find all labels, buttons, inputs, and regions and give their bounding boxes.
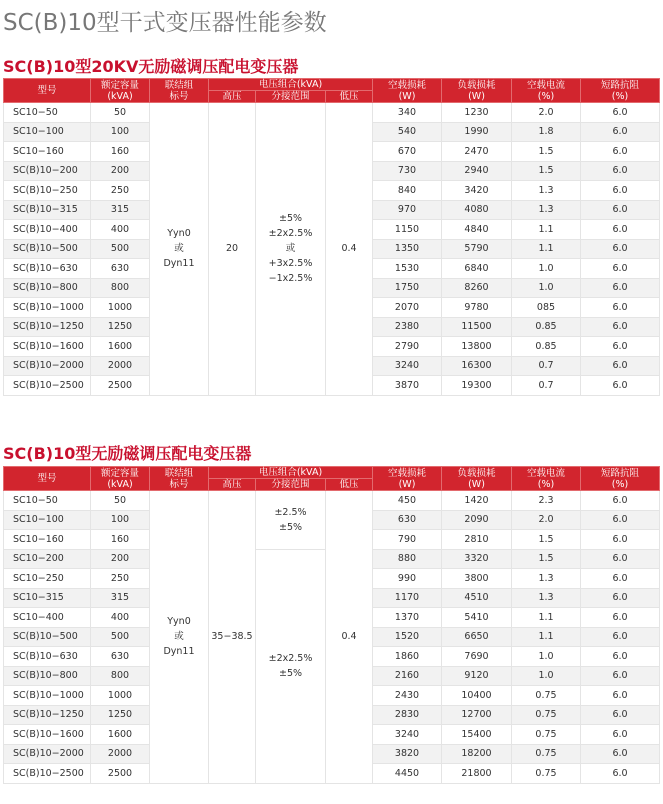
cell-capacity: 100 (91, 510, 150, 530)
header-noload-current (512, 79, 581, 103)
cell-connection-line: Yyn0 (167, 228, 191, 240)
cell-model: SC(B)10−1000 (4, 298, 91, 318)
header-lv: 低压 (326, 479, 373, 491)
cell-capacity: 250 (91, 181, 150, 201)
cell-capacity: 250 (91, 569, 150, 589)
cell-capacity: 500 (91, 239, 150, 259)
header-impedance-line1: 短路抗阻 (600, 79, 639, 91)
header-voltage: 电压组合(kVA) (209, 467, 373, 479)
cell-model: SC(B)10−1250 (4, 317, 91, 337)
header-noload-current-line2: (%) (537, 90, 555, 102)
cell-load-loss: 4840 (442, 220, 512, 240)
header-connection (150, 79, 209, 103)
cell-noload-current: 0.7 (512, 356, 581, 376)
cell-noload-current: 0.75 (512, 705, 581, 725)
header-impedance-line2: (%) (611, 478, 629, 490)
cell-load-loss: 6650 (442, 627, 512, 647)
cell-model: SC(B)10−1600 (4, 337, 91, 357)
cell-model: SC10−100 (4, 122, 91, 142)
cell-noload-loss: 1750 (373, 278, 442, 298)
cell-tap-b-line: ±2x2.5% (268, 653, 313, 664)
cell-noload-current: 0.75 (512, 686, 581, 706)
cell-load-loss: 7690 (442, 647, 512, 667)
cell-tap-line: 或 (285, 243, 296, 255)
cell-noload-current: 085 (512, 298, 581, 318)
cell-model: SC(B)10−800 (4, 666, 91, 686)
cell-noload-current: 1.5 (512, 549, 581, 569)
header-noload-loss (373, 467, 442, 491)
cell-noload-current: 0.85 (512, 337, 581, 357)
cell-impedance: 6.0 (581, 588, 660, 608)
cell-noload-loss: 1150 (373, 220, 442, 240)
cell-noload-current: 1.5 (512, 530, 581, 550)
header-tap: 分接范围 (256, 479, 326, 491)
cell-connection-line: Yyn0 (167, 616, 191, 628)
cell-model: SC(B)10−630 (4, 647, 91, 667)
cell-impedance: 6.0 (581, 549, 660, 569)
cell-noload-loss: 1350 (373, 239, 442, 259)
cell-noload-current: 1.8 (512, 122, 581, 142)
cell-model: SC(B)10−250 (4, 181, 91, 201)
header-connection-line1: 联结组 (164, 467, 194, 479)
cell-noload-current: 1.3 (512, 569, 581, 589)
cell-tap-line: ±2x2.5% (268, 228, 313, 240)
cell-noload-current: 0.75 (512, 744, 581, 764)
cell-noload-current: 1.0 (512, 278, 581, 298)
cell-capacity: 1600 (91, 725, 150, 745)
cell-capacity: 630 (91, 647, 150, 667)
cell-noload-current: 1.0 (512, 666, 581, 686)
cell-noload-loss: 450 (373, 491, 442, 511)
cell-capacity: 315 (91, 200, 150, 220)
header-load-loss-line1: 负载损耗 (457, 467, 496, 479)
cell-capacity: 1000 (91, 298, 150, 318)
cell-load-loss: 2090 (442, 510, 512, 530)
cell-load-loss: 2940 (442, 161, 512, 181)
cell-capacity: 160 (91, 142, 150, 162)
cell-load-loss: 18200 (442, 744, 512, 764)
cell-impedance: 6.0 (581, 569, 660, 589)
cell-impedance: 6.0 (581, 608, 660, 628)
cell-impedance: 6.0 (581, 220, 660, 240)
cell-noload-current: 1.5 (512, 142, 581, 162)
cell-connection-line: 或 (174, 243, 184, 255)
cell-noload-current: 0.85 (512, 317, 581, 337)
header-capacity (91, 79, 150, 103)
header-model: 型号 (4, 467, 91, 491)
cell-capacity: 400 (91, 608, 150, 628)
cell-noload-loss: 2790 (373, 337, 442, 357)
cell-impedance: 6.0 (581, 647, 660, 667)
cell-model: SC10−160 (4, 530, 91, 550)
header-model: 型号 (4, 79, 91, 103)
cell-load-loss: 3420 (442, 181, 512, 201)
cell-noload-current: 1.3 (512, 181, 581, 201)
cell-capacity: 1000 (91, 686, 150, 706)
cell-tap (256, 103, 326, 396)
cell-load-loss: 15400 (442, 725, 512, 745)
header-noload-current-line2: (%) (537, 478, 555, 490)
cell-noload-current: 0.75 (512, 764, 581, 784)
cell-model: SC10−50 (4, 103, 91, 123)
cell-model: SC10−250 (4, 569, 91, 589)
cell-impedance: 6.0 (581, 510, 660, 530)
header-capacity-line1: 额定容量 (100, 79, 139, 91)
cell-impedance: 6.0 (581, 666, 660, 686)
spec-table-20kv (3, 78, 660, 396)
cell-load-loss: 2810 (442, 530, 512, 550)
cell-noload-current: 1.1 (512, 239, 581, 259)
cell-impedance: 6.0 (581, 705, 660, 725)
section-title-35kv: SC(B)10型无励磁调压配电变压器 (3, 444, 252, 463)
cell-impedance: 6.0 (581, 298, 660, 318)
header-capacity (91, 467, 150, 491)
cell-model: SC(B)10−315 (4, 200, 91, 220)
cell-tap-line: ±5% (278, 213, 303, 225)
cell-capacity: 800 (91, 278, 150, 298)
cell-noload-loss: 2430 (373, 686, 442, 706)
cell-impedance: 6.0 (581, 744, 660, 764)
cell-load-loss: 21800 (442, 764, 512, 784)
cell-noload-loss: 1170 (373, 588, 442, 608)
header-noload-current-line1: 空载电流 (526, 79, 565, 91)
cell-noload-loss: 2380 (373, 317, 442, 337)
cell-capacity: 200 (91, 549, 150, 569)
cell-load-loss: 6840 (442, 259, 512, 279)
cell-model: SC(B)10−2500 (4, 376, 91, 396)
cell-noload-loss: 970 (373, 200, 442, 220)
cell-load-loss: 4080 (442, 200, 512, 220)
cell-load-loss: 8260 (442, 278, 512, 298)
cell-noload-loss: 1520 (373, 627, 442, 647)
cell-load-loss: 19300 (442, 376, 512, 396)
cell-impedance: 6.0 (581, 161, 660, 181)
cell-impedance: 6.0 (581, 200, 660, 220)
cell-load-loss: 1990 (442, 122, 512, 142)
cell-model: SC(B)10−400 (4, 220, 91, 240)
cell-tap-a-line: ±2.5% (274, 506, 307, 518)
header-connection (150, 467, 209, 491)
cell-noload-loss: 1860 (373, 647, 442, 667)
cell-load-loss: 5410 (442, 608, 512, 628)
cell-load-loss: 9780 (442, 298, 512, 318)
cell-noload-current: 2.0 (512, 103, 581, 123)
cell-noload-loss: 2830 (373, 705, 442, 725)
cell-capacity: 315 (91, 588, 150, 608)
header-hv: 高压 (209, 479, 256, 491)
spec-table-35kv (3, 466, 660, 784)
cell-impedance: 6.0 (581, 337, 660, 357)
page-title: SC(B)10型干式变压器性能参数 (3, 10, 327, 36)
header-capacity-line2: (kVA) (107, 478, 133, 490)
cell-connection (150, 103, 209, 396)
header-voltage: 电压组合(kVA) (209, 79, 373, 91)
cell-lv (326, 491, 373, 784)
header-tap: 分接范围 (256, 91, 326, 103)
cell-capacity: 2500 (91, 376, 150, 396)
cell-noload-loss: 1530 (373, 259, 442, 279)
cell-hv (209, 103, 256, 396)
cell-impedance: 6.0 (581, 181, 660, 201)
cell-impedance: 6.0 (581, 142, 660, 162)
cell-load-loss: 5790 (442, 239, 512, 259)
header-impedance-line1: 短路抗阻 (600, 467, 639, 479)
cell-capacity: 200 (91, 161, 150, 181)
cell-noload-loss: 630 (373, 510, 442, 530)
cell-impedance: 6.0 (581, 122, 660, 142)
cell-hv (209, 491, 256, 784)
cell-noload-loss: 340 (373, 103, 442, 123)
cell-noload-current: 2.0 (512, 510, 581, 530)
cell-connection-line: Dyn11 (163, 646, 195, 658)
cell-capacity: 1600 (91, 337, 150, 357)
cell-noload-current: 1.0 (512, 647, 581, 667)
table-body (4, 103, 660, 396)
header-impedance-line2: (%) (611, 90, 629, 102)
cell-tap-b (256, 549, 326, 783)
cell-noload-current: 2.3 (512, 491, 581, 511)
cell-connection-line: Dyn11 (163, 258, 195, 270)
cell-impedance: 6.0 (581, 376, 660, 396)
cell-capacity: 1250 (91, 317, 150, 337)
cell-lv (326, 103, 373, 396)
cell-noload-loss: 1370 (373, 608, 442, 628)
cell-load-loss: 10400 (442, 686, 512, 706)
cell-impedance: 6.0 (581, 278, 660, 298)
cell-impedance: 6.0 (581, 491, 660, 511)
header-connection-line2: 标号 (169, 90, 189, 102)
cell-noload-loss: 790 (373, 530, 442, 550)
cell-capacity: 500 (91, 627, 150, 647)
header-noload-loss (373, 79, 442, 103)
cell-load-loss: 3320 (442, 549, 512, 569)
cell-model: SC(B)10−2000 (4, 744, 91, 764)
header-noload-loss-line1: 空载损耗 (387, 467, 426, 479)
cell-impedance: 6.0 (581, 103, 660, 123)
cell-model: SC10−100 (4, 510, 91, 530)
cell-impedance: 6.0 (581, 686, 660, 706)
cell-lv-line: 0.4 (341, 243, 357, 255)
header-load-loss-line2: (W) (468, 478, 485, 490)
header-noload-current-line1: 空载电流 (526, 467, 565, 479)
cell-hv-line: 20 (225, 243, 239, 255)
header-load-loss-line2: (W) (468, 90, 485, 102)
table-body (4, 491, 660, 784)
header-impedance (581, 79, 660, 103)
header-lv: 低压 (326, 91, 373, 103)
header-capacity-line2: (kVA) (107, 90, 133, 102)
header-load-loss (442, 467, 512, 491)
cell-noload-current: 0.7 (512, 376, 581, 396)
table-row (4, 103, 660, 123)
cell-capacity: 50 (91, 491, 150, 511)
cell-tap-a-line: ±5% (278, 521, 303, 533)
header-noload-loss-line1: 空载损耗 (387, 79, 426, 91)
cell-capacity: 800 (91, 666, 150, 686)
cell-model: SC(B)10−1250 (4, 705, 91, 725)
cell-load-loss: 3800 (442, 569, 512, 589)
cell-model: SC10−50 (4, 491, 91, 511)
cell-model: SC10−315 (4, 588, 91, 608)
cell-model: SC10−200 (4, 549, 91, 569)
cell-noload-loss: 880 (373, 549, 442, 569)
cell-load-loss: 2470 (442, 142, 512, 162)
cell-capacity: 50 (91, 103, 150, 123)
cell-tap-a (256, 491, 326, 550)
cell-noload-current: 1.3 (512, 200, 581, 220)
cell-model: SC(B)10−200 (4, 161, 91, 181)
cell-load-loss: 12700 (442, 705, 512, 725)
cell-noload-loss: 2160 (373, 666, 442, 686)
cell-tap-line: −1x2.5% (268, 273, 313, 285)
cell-noload-current: 1.1 (512, 220, 581, 240)
cell-noload-loss: 840 (373, 181, 442, 201)
cell-impedance: 6.0 (581, 530, 660, 550)
cell-model: SC(B)10−800 (4, 278, 91, 298)
cell-lv-line: 0.4 (341, 631, 357, 643)
cell-impedance: 6.0 (581, 725, 660, 745)
cell-capacity: 400 (91, 220, 150, 240)
cell-noload-loss: 2070 (373, 298, 442, 318)
cell-noload-loss: 3870 (373, 376, 442, 396)
cell-connection (150, 491, 209, 784)
cell-model: SC(B)10−630 (4, 259, 91, 279)
cell-impedance: 6.0 (581, 317, 660, 337)
cell-tap-line: +3x2.5% (268, 258, 313, 270)
cell-noload-current: 1.1 (512, 627, 581, 647)
cell-noload-current: 1.1 (512, 608, 581, 628)
cell-load-loss: 11500 (442, 317, 512, 337)
cell-capacity: 2500 (91, 764, 150, 784)
cell-model: SC(B)10−500 (4, 239, 91, 259)
cell-noload-loss: 3240 (373, 356, 442, 376)
cell-noload-loss: 990 (373, 569, 442, 589)
header-noload-loss-line2: (W) (398, 90, 416, 102)
cell-load-loss: 16300 (442, 356, 512, 376)
cell-capacity: 100 (91, 122, 150, 142)
table-row (4, 491, 660, 511)
cell-load-loss: 4510 (442, 588, 512, 608)
cell-load-loss: 9120 (442, 666, 512, 686)
header-hv: 高压 (209, 91, 256, 103)
cell-noload-loss: 540 (373, 122, 442, 142)
cell-hv-line: 35−38.5 (211, 631, 253, 643)
header-noload-loss-line2: (W) (398, 478, 416, 490)
cell-connection-line: 或 (174, 631, 184, 643)
cell-capacity: 2000 (91, 356, 150, 376)
header-capacity-line1: 额定容量 (100, 467, 139, 479)
cell-impedance: 6.0 (581, 627, 660, 647)
header-load-loss (442, 79, 512, 103)
cell-tap-b-line: ±5% (278, 668, 303, 679)
cell-noload-current: 1.5 (512, 161, 581, 181)
header-connection-line1: 联结组 (164, 79, 194, 91)
cell-capacity: 1250 (91, 705, 150, 725)
cell-impedance: 6.0 (581, 259, 660, 279)
cell-noload-loss: 3240 (373, 725, 442, 745)
cell-model: SC(B)10−2500 (4, 764, 91, 784)
cell-impedance: 6.0 (581, 764, 660, 784)
cell-noload-current: 1.3 (512, 588, 581, 608)
cell-impedance: 6.0 (581, 356, 660, 376)
cell-model: SC10−160 (4, 142, 91, 162)
cell-model: SC(B)10−1600 (4, 725, 91, 745)
cell-model: SC(B)10−1000 (4, 686, 91, 706)
cell-noload-current: 1.0 (512, 259, 581, 279)
cell-load-loss: 13800 (442, 337, 512, 357)
cell-model: SC(B)10−2000 (4, 356, 91, 376)
cell-noload-loss: 730 (373, 161, 442, 181)
cell-load-loss: 1230 (442, 103, 512, 123)
cell-noload-current: 0.75 (512, 725, 581, 745)
header-connection-line2: 标号 (169, 478, 189, 490)
cell-capacity: 2000 (91, 744, 150, 764)
header-load-loss-line1: 负载损耗 (457, 79, 496, 91)
header-impedance (581, 467, 660, 491)
cell-impedance: 6.0 (581, 239, 660, 259)
cell-model: SC(B)10−500 (4, 627, 91, 647)
cell-noload-loss: 4450 (373, 764, 442, 784)
cell-capacity: 160 (91, 530, 150, 550)
header-noload-current (512, 467, 581, 491)
cell-noload-loss: 670 (373, 142, 442, 162)
cell-model: SC10−400 (4, 608, 91, 628)
section-title-20kv: SC(B)10型20KV无励磁调压配电变压器 (3, 57, 299, 76)
cell-capacity: 630 (91, 259, 150, 279)
cell-load-loss: 1420 (442, 491, 512, 511)
cell-noload-loss: 3820 (373, 744, 442, 764)
